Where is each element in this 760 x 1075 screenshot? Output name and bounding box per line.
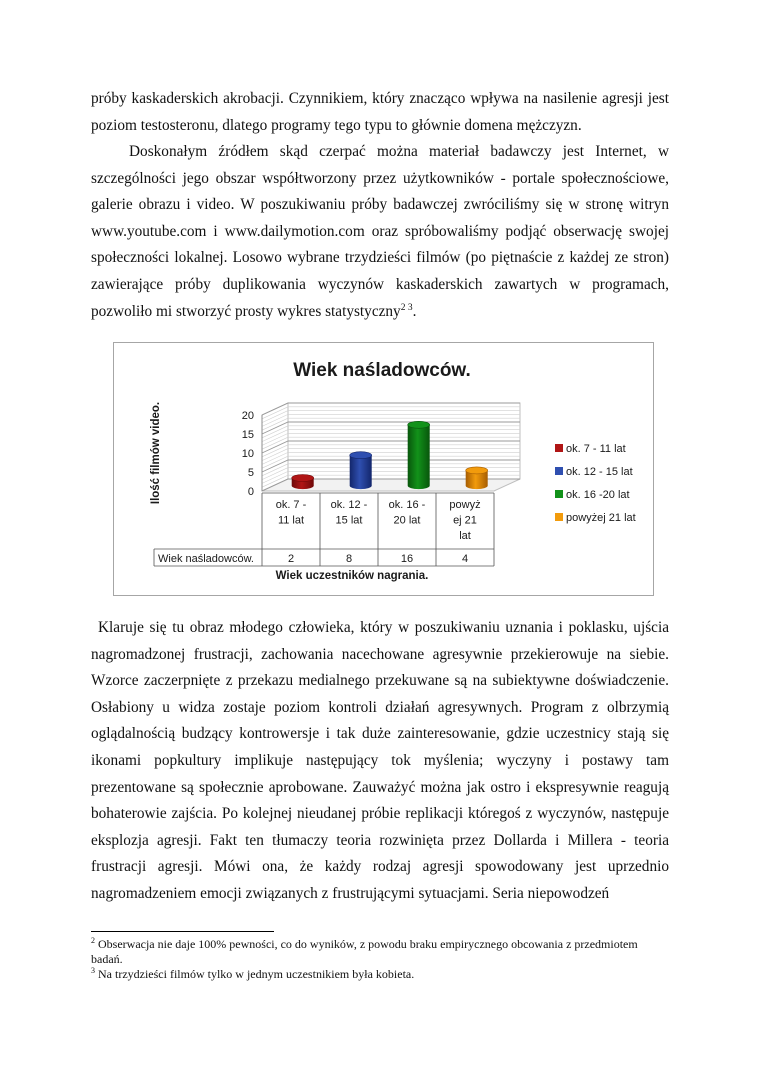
footnote-3-text: Na trzydzieści filmów tylko w jednym uczestnikiem była kobieta. [98, 967, 415, 981]
y-tick-label: 0 [247, 486, 254, 498]
bar-top [466, 467, 488, 474]
bar-top [408, 421, 430, 428]
footnote-2 [91, 937, 669, 966]
footnote-3-marker: 3 [91, 966, 95, 975]
footnote-3 [91, 967, 669, 982]
footnote-2-marker: 2 [91, 936, 95, 945]
bar-top [350, 452, 372, 459]
paragraph-2-text: Doskonałym źródłem skąd czerpać można materiał badawczy jest Internet, w szczególności jego obszar współtworzony przez użytkowników - portale społecznościowe, galerie obrazu i video. W poszukiwaniu próby badawczej zwróciliśmy się w stronę witryn www.youtube.com i www.dailymotion.com oraz spróbowaliśmy podjąć obserwację swojej społeczności lokalnej. Losowo wybrane trzydzieści filmów (po piętnaście z każdej ze stron) zawierające próby duplikowania wyczynów kaskaderskich zawartych w programach, pozwoliło mi stworzyć prosty wykres statystyczny [91, 143, 669, 320]
table-value: 8 [345, 553, 353, 565]
legend-swatch [555, 490, 563, 498]
legend-swatch [555, 444, 563, 452]
y-tick-label: 10 [241, 448, 254, 460]
footnote-refs: 2 3 [400, 302, 413, 313]
paragraph-3-text: Klaruje się tu obraz młodego człowieka, który w poszukiwaniu uznania i poklasku, ujścia nagromadzonej frustracji, zachowania nacechowane agresywnie przekierowuje na siebie. Wzorce zaczerpnięte z przekazu medialnego przekuwane są na subiektywne doświadczenie. Osłabiony u widza zostaje poziom kontroli działań agresywnych. Program z olbrzymią oglądalnością budzący kontrowersje i tak duże zainteresowanie, gdzie uczestnicy stają się ikonami popkultury implikuje następujący tok myślenia; wyczyny i postawy tam prezentowane są społecznie aprobowane. Zauważyć można jak ostro i ekspresywnie reagują bohaterowie zajścia. Po kolejnej nieudanej próbie replikacji któregoś z wyczynów, następuje eksplozja agresji. Fakt ten tłumaczy teoria rozwinięta przez Dollarda i Millera - teoria frustracji agresji. Mówi ona, że każdy rodzaj agresji spowodowany jest uprzednio nagromadzeniem emocji związanych z frustrującymi sytuacjami. Seria niepowodzeń [91, 619, 669, 902]
x-category-label: powyż [449, 499, 481, 511]
legend-label: ok. 7 - 11 lat [566, 443, 626, 455]
paragraph-2 [91, 139, 669, 325]
x-category-label: ok. 7 - [275, 499, 307, 511]
y-tick-label: 15 [241, 429, 254, 441]
footnote-separator [91, 931, 274, 932]
bar-3 [408, 421, 430, 489]
x-category-label: ok. 16 - [388, 499, 426, 511]
data-table [154, 493, 494, 566]
legend-swatch [555, 467, 563, 475]
legend-swatch [555, 513, 563, 521]
paragraph-2-end: . [412, 302, 417, 320]
bar-chart [114, 343, 653, 595]
bar-2 [350, 452, 372, 489]
footnote-2-text: Obserwacja nie daje 100% pewności, co do wyników, z powodu braku empirycznego obcowania z przedmiotem badań. [91, 937, 638, 966]
x-category-label: ok. 12 - [330, 499, 368, 511]
paragraph-3 [91, 615, 669, 908]
y-tick-label: 5 [247, 467, 254, 479]
table-value: 16 [400, 553, 414, 565]
x-category-label: 11 lat [277, 514, 305, 527]
legend-label: powyżej 21 lat [566, 512, 636, 524]
chart-title: Wiek naśladowców. [293, 360, 471, 381]
table-series-label: Wiek naśladowców. [158, 553, 254, 565]
x-category-label: lat [459, 530, 471, 542]
bar-4 [466, 467, 488, 489]
chart-container [113, 342, 654, 596]
bar-1 [292, 475, 314, 490]
bar-top [292, 475, 314, 482]
legend-label: ok. 12 - 15 lat [566, 466, 633, 478]
y-axis-label: Ilość filmów video. [150, 401, 162, 505]
bar-body [408, 425, 430, 489]
x-category-label: 15 lat [335, 514, 363, 527]
paragraph-1-text: próby kaskaderskich akrobacji. Czynnikiem, który znacząco wpływa na nasilenie agresji jest poziom testosteronu, dlatego programy tego typu to głównie domena mężczyzn. [91, 90, 669, 134]
x-axis-label: Wiek uczestników nagrania. [275, 570, 429, 582]
chart-legend [555, 443, 636, 524]
x-category-label: 20 lat [393, 514, 421, 527]
paragraph-1 [91, 86, 669, 139]
x-category-label: ej 21 [453, 514, 477, 527]
legend-label: ok. 16 -20 lat [566, 489, 630, 501]
table-value: 2 [287, 553, 295, 565]
bar-body [350, 455, 372, 489]
table-value: 4 [461, 553, 469, 565]
y-tick-label: 20 [241, 410, 254, 422]
